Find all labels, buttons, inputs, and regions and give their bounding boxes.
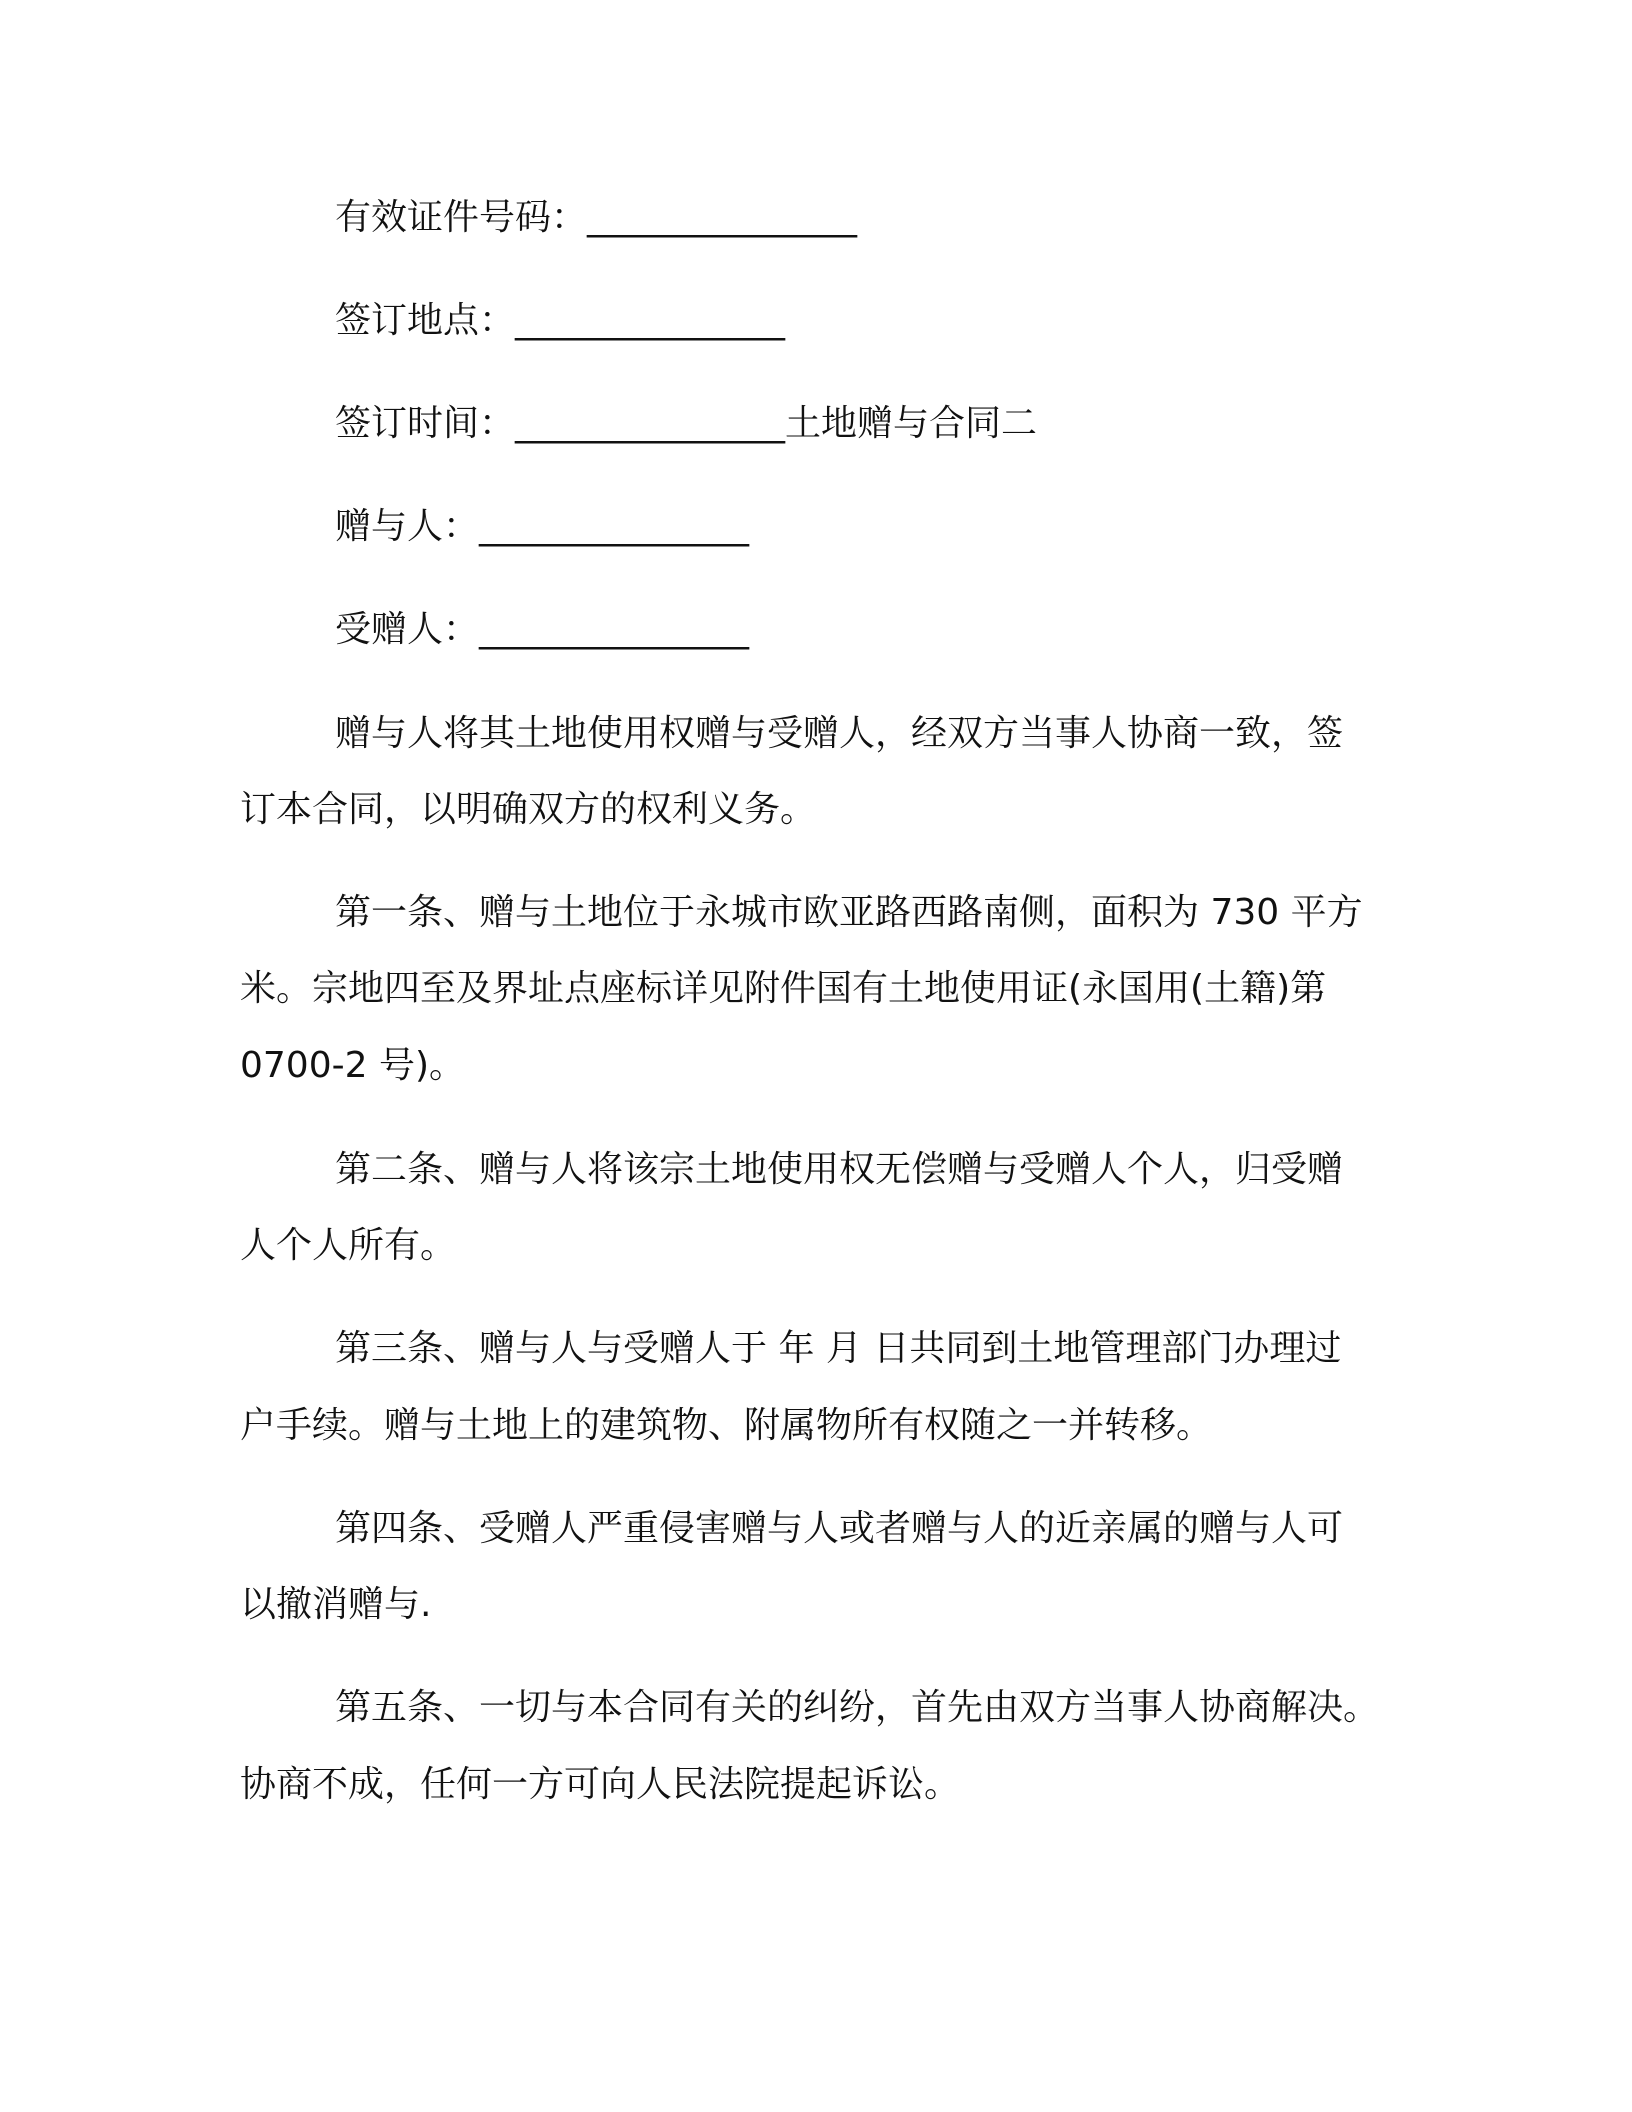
article-3-line-1: 第三条、赠与人与受赠人于 年 月 日共同到土地管理部门办理过 — [335, 1328, 1342, 1369]
field-id-number: 有效证件号码：_______________ — [335, 197, 858, 238]
article-4-line-2: 以撤消赠与. — [240, 1584, 432, 1625]
article-4-line-1: 第四条、受赠人严重侵害赠与人或者赠与人的近亲属的赠与人可 — [335, 1508, 1344, 1549]
field-sign-time: 签订时间：_______________土地赠与合同二 — [335, 403, 1038, 444]
article-1-line-1: 第一条、赠与土地位于永城市欧亚路西路南侧，面积为 730 平方 — [335, 892, 1363, 933]
article-2-line-1: 第二条、赠与人将该宗土地使用权无偿赠与受赠人个人，归受赠 — [335, 1149, 1344, 1190]
article-5-line-2: 协商不成，任何一方可向人民法院提起诉讼。 — [240, 1764, 961, 1805]
article-2-line-2: 人个人所有。 — [240, 1225, 457, 1266]
field-donee: 受赠人：_______________ — [335, 609, 750, 650]
article-5-line-1: 第五条、一切与本合同有关的纠纷，首先由双方当事人协商解决。 — [335, 1687, 1380, 1728]
article-1-line-2: 米。宗地四至及界址点座标详见附件国有土地使用证(永国用(土籍)第 — [240, 968, 1327, 1009]
field-sign-place: 签订地点：_______________ — [335, 300, 786, 341]
article-1-line-3: 0700-2 号)。 — [240, 1045, 466, 1086]
field-donor: 赠与人：_______________ — [335, 506, 750, 547]
article-3-line-2: 户手续。赠与土地上的建筑物、附属物所有权随之一并转移。 — [240, 1405, 1213, 1446]
paragraph-intro-line-2: 订本合同，以明确双方的权利义务。 — [240, 789, 817, 830]
paragraph-intro-line-1: 赠与人将其土地使用权赠与受赠人，经双方当事人协商一致，签 — [335, 713, 1344, 754]
